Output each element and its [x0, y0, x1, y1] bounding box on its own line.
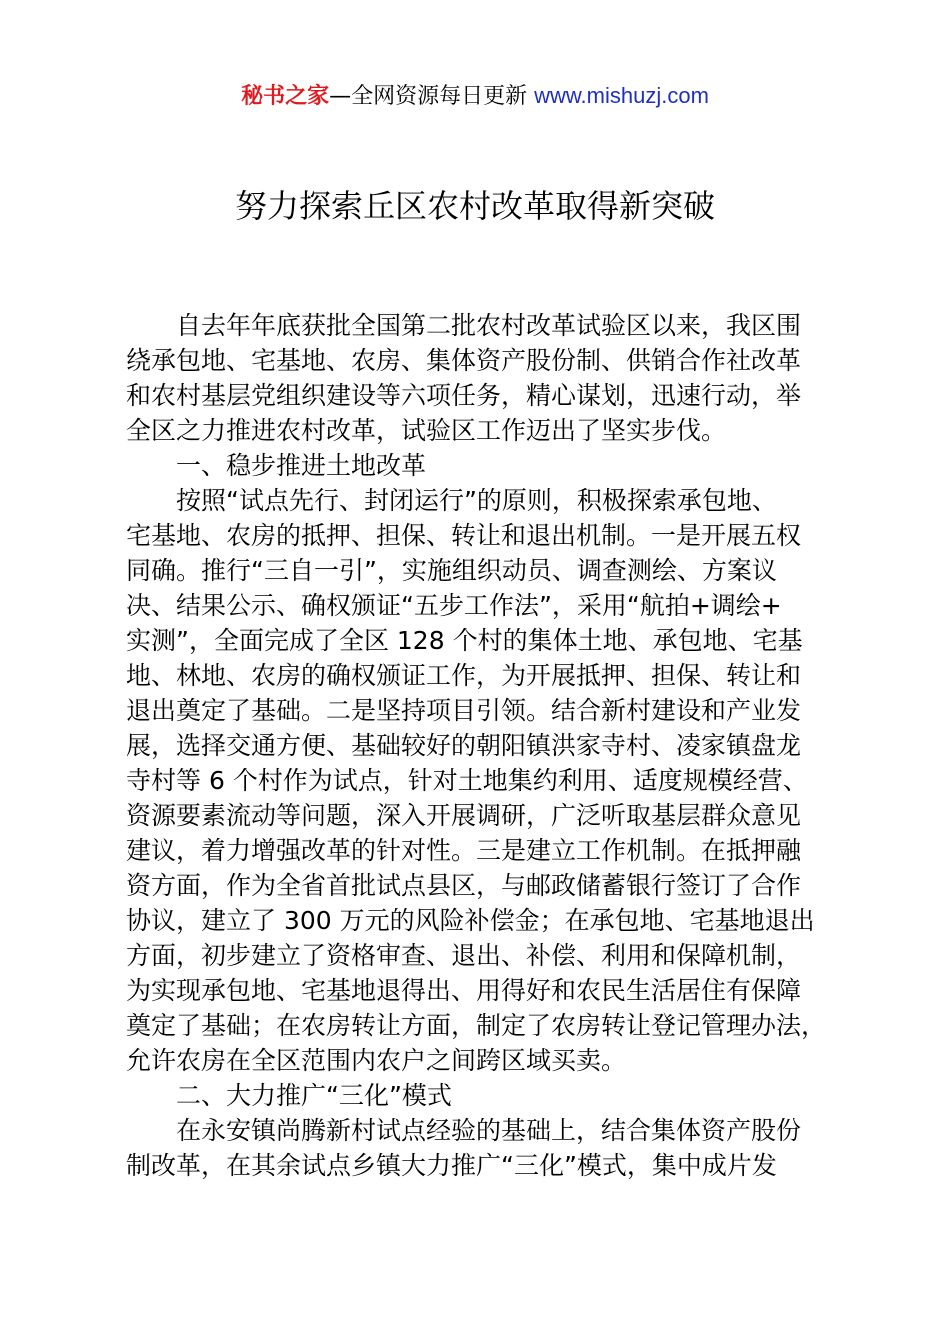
text-line — [126, 798, 832, 833]
text-line — [126, 308, 832, 343]
line-text: 全区之力推进农村改革，试验区工作迈出了坚实步伐。 — [126, 416, 727, 445]
text-line — [126, 763, 832, 798]
text-line — [126, 623, 832, 658]
section-heading-2 — [126, 1078, 832, 1113]
line-text: 绕承包地、宅基地、农房、集体资产股份制、供销合作社改革 — [126, 346, 802, 375]
text-line — [126, 938, 832, 973]
text-line — [126, 833, 832, 868]
line-text: 资方面，作为全省首批试点县区，与邮政储蓄银行签订了合作 — [126, 871, 802, 900]
line-text: 制改革，在其余试点乡镇大力推广“三化”模式，集中成片发 — [126, 1151, 777, 1180]
text-line — [126, 553, 832, 588]
line-text: 二、大力推广“三化”模式 — [176, 1081, 452, 1110]
line-text: 建议，着力增强改革的针对性。三是建立工作机制。在抵押融 — [126, 836, 802, 865]
line-text: 展，选择交通方便、基础较好的朝阳镇洪家寺村、凌家镇盘龙 — [126, 731, 802, 760]
line-text: 自去年年底获批全国第二批农村改革试验区以来，我区围 — [176, 311, 802, 340]
text-line — [126, 658, 832, 693]
line-text: 奠定了基础；在农房转让方面，制定了农房转让登记管理办法， — [126, 1011, 827, 1040]
site-brand: 秘书之家 — [241, 84, 330, 109]
line-text: 方面，初步建立了资格审查、退出、补偿、利用和保障机制， — [126, 941, 802, 970]
text-line — [126, 1113, 832, 1148]
line-text: 实测”，全面完成了全区 128 个村的集体土地、承包地、宅基 — [126, 626, 803, 655]
line-text: 退出奠定了基础。二是坚持项目引领。结合新村建设和产业发 — [126, 696, 802, 725]
site-banner — [0, 80, 950, 113]
text-line — [126, 588, 832, 623]
line-text: 和农村基层党组织建设等六项任务，精心谋划，迅速行动，举 — [126, 381, 802, 410]
text-line — [126, 973, 832, 1008]
text-line — [126, 1043, 832, 1078]
text-line — [126, 868, 832, 903]
text-line — [126, 1008, 832, 1043]
line-text: 一、稳步推进土地改革 — [176, 451, 427, 480]
document-body — [126, 308, 832, 1183]
section-heading-1 — [126, 448, 832, 483]
line-text: 同确。推行“三自一引”，实施组织动员、调查测绘、方案议 — [126, 556, 777, 585]
document-title: 努力探索丘区农村改革取得新突破 — [234, 187, 715, 225]
text-line — [126, 343, 832, 378]
line-text: 按照“试点先行、封闭运行”的原则，积极探索承包地、 — [176, 486, 777, 515]
text-line — [126, 1148, 832, 1183]
text-line — [126, 378, 832, 413]
text-line — [126, 483, 832, 518]
text-line — [126, 903, 832, 938]
line-text: 协议，建立了 300 万元的风险补偿金；在承包地、宅基地退出 — [126, 906, 815, 935]
text-line — [126, 413, 832, 448]
line-text: 宅基地、农房的抵押、担保、转让和退出机制。一是开展五权 — [126, 521, 802, 550]
line-text: 为实现承包地、宅基地退得出、用得好和农民生活居住有保障 — [126, 976, 802, 1005]
site-url-link[interactable]: www.mishuzj.com — [534, 83, 709, 108]
text-line — [126, 728, 832, 763]
line-text: 允许农房在全区范围内农户之间跨区域买卖。 — [126, 1046, 627, 1075]
text-line — [126, 693, 832, 728]
line-text: 地、林地、农房的确权颁证工作，为开展抵押、担保、转让和 — [126, 661, 802, 690]
site-tagline: —全网资源每日更新 — [329, 84, 528, 109]
line-text: 寺村等 6 个村作为试点，针对土地集约利用、适度规模经营、 — [126, 766, 808, 795]
line-text: 决、结果公示、确权颁证“五步工作法”，采用“航拍+调绘+ — [126, 591, 782, 620]
text-line — [126, 518, 832, 553]
line-text: 资源要素流动等问题，深入开展调研，广泛听取基层群众意见 — [126, 801, 802, 830]
line-text: 在永安镇尚腾新村试点经验的基础上，结合集体资产股份 — [176, 1116, 802, 1145]
